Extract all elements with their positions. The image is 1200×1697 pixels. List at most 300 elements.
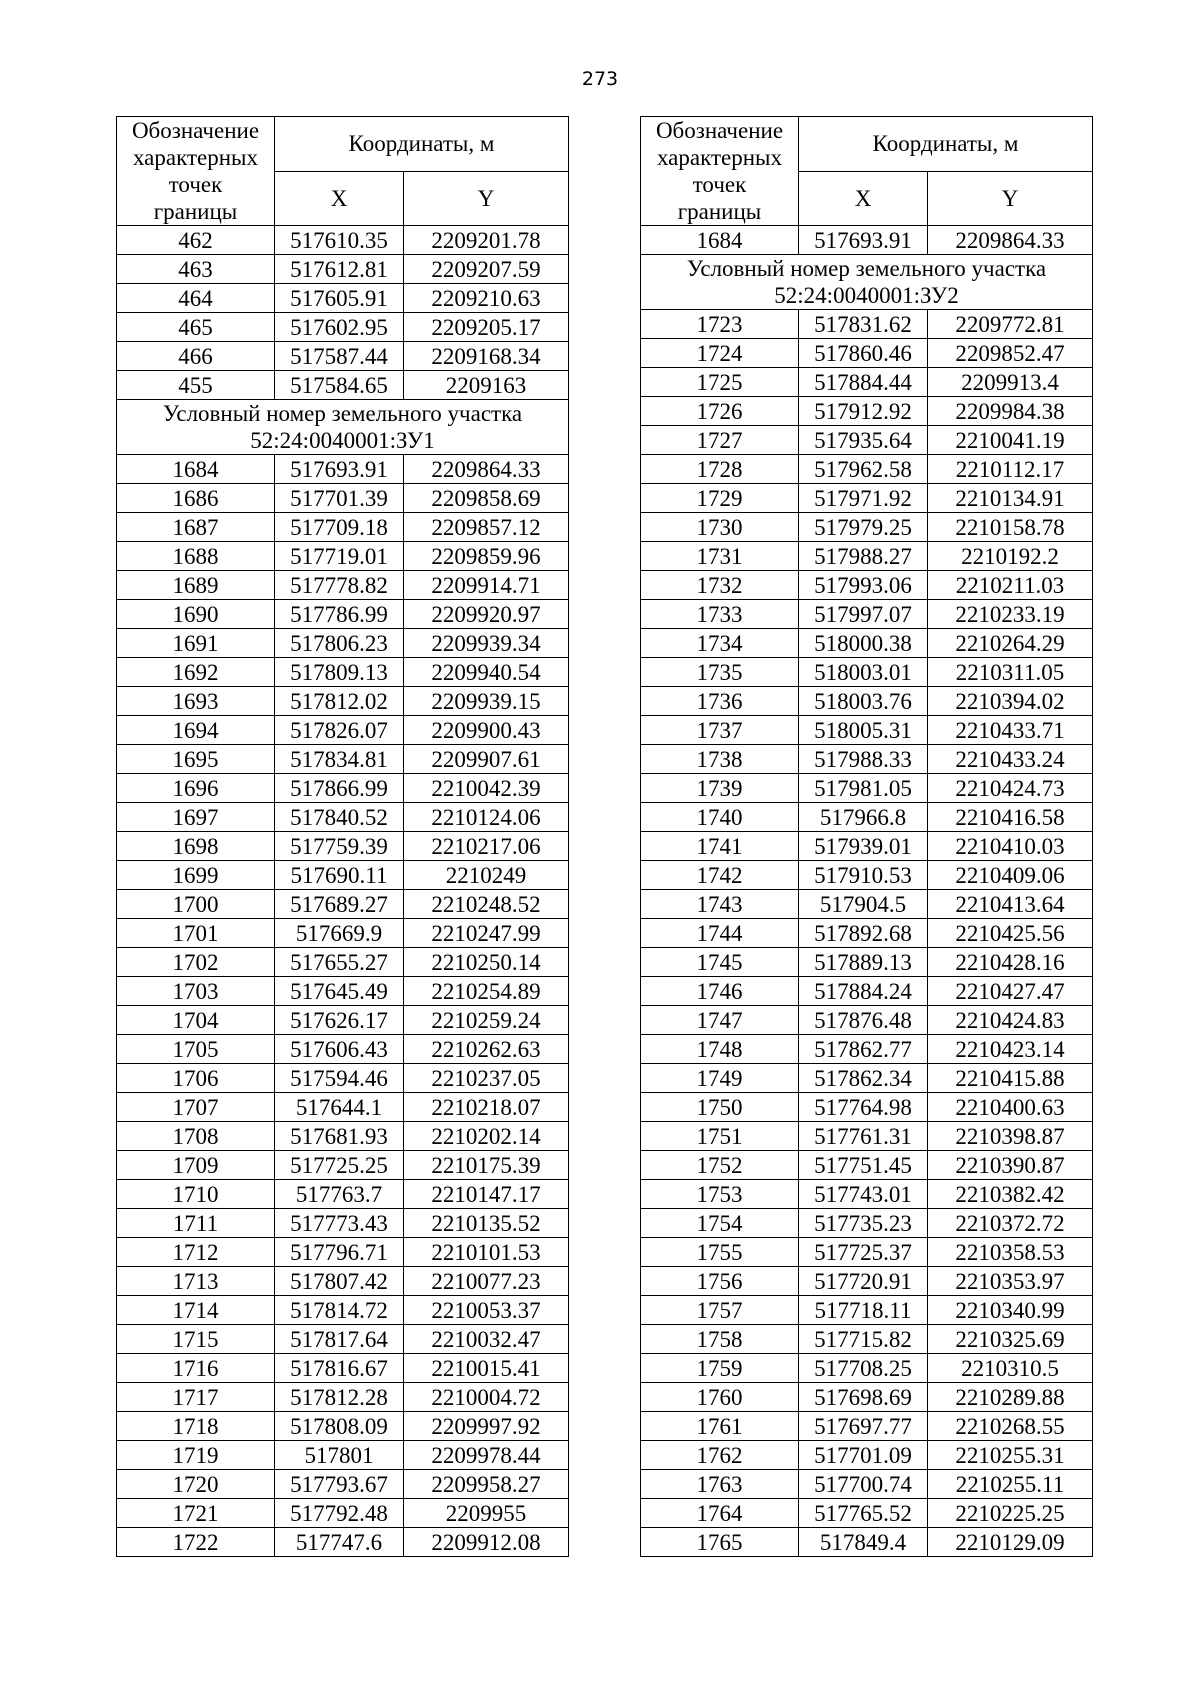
table-row (117, 255, 569, 284)
x-coordinate-cell: 517698.69 (799, 1383, 928, 1412)
table-row (641, 1006, 1093, 1035)
table-row (117, 774, 569, 803)
x-coordinate-cell: 517889.13 (799, 948, 928, 977)
x-coordinate-cell: 517862.34 (799, 1064, 928, 1093)
point-number-cell: 1739 (641, 774, 799, 803)
y-coordinate-cell: 2210101.53 (404, 1238, 569, 1267)
parcel-section-heading (117, 400, 569, 455)
point-number-cell: 1703 (117, 977, 275, 1006)
x-coordinate-cell: 517979.25 (799, 513, 928, 542)
x-coordinate-cell: 517814.72 (275, 1296, 404, 1325)
x-coordinate-cell: 518005.31 (799, 716, 928, 745)
point-number-cell: 1721 (117, 1499, 275, 1528)
y-coordinate-cell: 2210423.14 (928, 1035, 1093, 1064)
y-coordinate-cell: 2210158.78 (928, 513, 1093, 542)
y-coordinate-cell: 2209939.34 (404, 629, 569, 658)
x-coordinate-cell: 517866.99 (275, 774, 404, 803)
y-coordinate-cell: 2209858.69 (404, 484, 569, 513)
x-coordinate-cell: 517669.9 (275, 919, 404, 948)
y-coordinate-cell: 2209859.96 (404, 542, 569, 571)
table-row (641, 745, 1093, 774)
y-coordinate-cell: 2210124.06 (404, 803, 569, 832)
table-row (117, 745, 569, 774)
point-number-cell: 1693 (117, 687, 275, 716)
point-number-cell: 1694 (117, 716, 275, 745)
x-coordinate-cell: 517966.8 (799, 803, 928, 832)
x-coordinate-cell: 517587.44 (275, 342, 404, 371)
coordinates-header: Координаты, м (799, 117, 1093, 172)
point-number-cell: 1705 (117, 1035, 275, 1064)
table-row (641, 513, 1093, 542)
table-row (641, 455, 1093, 484)
point-number-cell: 1756 (641, 1267, 799, 1296)
table-row (117, 919, 569, 948)
point-number-cell: 1689 (117, 571, 275, 600)
point-number-cell: 1742 (641, 861, 799, 890)
table-row (117, 832, 569, 861)
x-coordinate-cell: 517602.95 (275, 313, 404, 342)
point-number-cell: 1719 (117, 1441, 275, 1470)
y-coordinate-cell: 2209955 (404, 1499, 569, 1528)
table-row (117, 484, 569, 513)
y-coordinate-cell: 2210042.39 (404, 774, 569, 803)
x-coordinate-cell: 517690.11 (275, 861, 404, 890)
table-row (117, 1209, 569, 1238)
x-coordinate-cell: 517681.93 (275, 1122, 404, 1151)
point-number-cell: 1706 (117, 1064, 275, 1093)
table-row (641, 542, 1093, 571)
header-line: характерных (656, 145, 782, 170)
y-coordinate-cell: 2210192.2 (928, 542, 1093, 571)
y-coordinate-cell: 2210398.87 (928, 1122, 1093, 1151)
x-coordinate-cell: 517610.35 (275, 226, 404, 255)
x-coordinate-cell: 517612.81 (275, 255, 404, 284)
x-coordinate-cell: 517812.02 (275, 687, 404, 716)
y-coordinate-cell: 2210353.97 (928, 1267, 1093, 1296)
y-coordinate-cell: 2210425.56 (928, 919, 1093, 948)
point-number-cell: 1726 (641, 397, 799, 426)
x-coordinate-cell: 517689.27 (275, 890, 404, 919)
table-row (117, 629, 569, 658)
x-coordinate-cell: 517761.31 (799, 1122, 928, 1151)
table-row (117, 513, 569, 542)
table-row (641, 1151, 1093, 1180)
y-coordinate-cell: 2210247.99 (404, 919, 569, 948)
table-row (641, 1035, 1093, 1064)
point-number-cell: 1746 (641, 977, 799, 1006)
y-coordinate-cell: 2210218.07 (404, 1093, 569, 1122)
x-coordinate-cell: 517655.27 (275, 948, 404, 977)
table-row (117, 226, 569, 255)
parcel-section-heading (641, 255, 1093, 310)
point-number-cell: 1757 (641, 1296, 799, 1325)
point-number-cell: 1755 (641, 1238, 799, 1267)
y-coordinate-cell: 2209914.71 (404, 571, 569, 600)
y-coordinate-cell: 2210413.64 (928, 890, 1093, 919)
table-row (117, 371, 569, 400)
y-coordinate-cell: 2210250.14 (404, 948, 569, 977)
point-designation-header (117, 117, 275, 226)
x-coordinate-cell: 517910.53 (799, 861, 928, 890)
y-coordinate-cell: 2209201.78 (404, 226, 569, 255)
x-coordinate-cell: 517806.23 (275, 629, 404, 658)
table-row (117, 1151, 569, 1180)
point-number-cell: 1741 (641, 832, 799, 861)
x-coordinate-cell: 517807.42 (275, 1267, 404, 1296)
point-number-cell: 1707 (117, 1093, 275, 1122)
x-coordinate-cell: 517743.01 (799, 1180, 928, 1209)
y-coordinate-cell: 2210041.19 (928, 426, 1093, 455)
table-row (641, 368, 1093, 397)
table-row (641, 1528, 1093, 1557)
header-line: точек (692, 172, 747, 197)
table-row (641, 803, 1093, 832)
point-number-cell: 465 (117, 313, 275, 342)
table-row (641, 397, 1093, 426)
table-row (641, 1064, 1093, 1093)
y-coordinate-cell: 2209997.92 (404, 1412, 569, 1441)
section-title: Условный номер земельного участка (686, 256, 1047, 281)
y-coordinate-cell: 2210390.87 (928, 1151, 1093, 1180)
y-coordinate-cell: 2210433.24 (928, 745, 1093, 774)
point-designation-header (641, 117, 799, 226)
point-number-cell: 1750 (641, 1093, 799, 1122)
y-coordinate-cell: 2210225.25 (928, 1499, 1093, 1528)
y-coordinate-cell: 2210415.88 (928, 1064, 1093, 1093)
y-coordinate-cell: 2210211.03 (928, 571, 1093, 600)
table-row (117, 1325, 569, 1354)
table-row (641, 1238, 1093, 1267)
point-number-cell: 463 (117, 255, 275, 284)
table-row (117, 342, 569, 371)
point-number-cell: 1710 (117, 1180, 275, 1209)
y-coordinate-cell: 2209939.15 (404, 687, 569, 716)
y-coordinate-cell: 2210340.99 (928, 1296, 1093, 1325)
point-number-cell: 1700 (117, 890, 275, 919)
table-row (117, 1499, 569, 1528)
table-row (117, 977, 569, 1006)
table-row (117, 803, 569, 832)
cadastral-number: 52:24:0040001:ЗУ1 (250, 428, 435, 453)
x-coordinate-cell: 517849.4 (799, 1528, 928, 1557)
table-row (641, 629, 1093, 658)
header-line: характерных (132, 145, 258, 170)
header-line: Обозначение (131, 118, 260, 143)
y-coordinate-cell: 2210147.17 (404, 1180, 569, 1209)
table-row (117, 861, 569, 890)
point-number-cell: 1736 (641, 687, 799, 716)
table-row (117, 1528, 569, 1557)
table-row (641, 774, 1093, 803)
y-coordinate-cell: 2210424.83 (928, 1006, 1093, 1035)
table-row (117, 890, 569, 919)
y-coordinate-cell: 2210311.05 (928, 658, 1093, 687)
y-coordinate-cell: 2209978.44 (404, 1441, 569, 1470)
x-coordinate-cell: 517892.68 (799, 919, 928, 948)
table-row (641, 339, 1093, 368)
x-coordinate-cell: 517764.98 (799, 1093, 928, 1122)
y-coordinate-cell: 2210053.37 (404, 1296, 569, 1325)
point-number-cell: 1724 (641, 339, 799, 368)
page-number: 273 (581, 68, 619, 90)
y-coordinate-cell: 2210409.06 (928, 861, 1093, 890)
point-number-cell: 1698 (117, 832, 275, 861)
point-number-cell: 1733 (641, 600, 799, 629)
table-row (117, 1180, 569, 1209)
point-number-cell: 1758 (641, 1325, 799, 1354)
point-number-cell: 1696 (117, 774, 275, 803)
y-coordinate-cell: 2209900.43 (404, 716, 569, 745)
table-row (641, 977, 1093, 1006)
y-coordinate-cell: 2209912.08 (404, 1528, 569, 1557)
x-coordinate-cell: 517817.64 (275, 1325, 404, 1354)
y-header: Y (928, 171, 1093, 226)
x-coordinate-cell: 517725.25 (275, 1151, 404, 1180)
x-coordinate-cell: 517988.33 (799, 745, 928, 774)
y-coordinate-cell: 2210428.16 (928, 948, 1093, 977)
x-coordinate-cell: 517605.91 (275, 284, 404, 313)
point-number-cell: 1749 (641, 1064, 799, 1093)
x-coordinate-cell: 517962.58 (799, 455, 928, 484)
point-number-cell: 1704 (117, 1006, 275, 1035)
x-coordinate-cell: 517708.25 (799, 1354, 928, 1383)
point-number-cell: 462 (117, 226, 275, 255)
point-number-cell: 1734 (641, 629, 799, 658)
table-row (117, 1383, 569, 1412)
y-coordinate-cell: 2210015.41 (404, 1354, 569, 1383)
table-row (117, 600, 569, 629)
x-coordinate-cell: 517912.92 (799, 397, 928, 426)
x-coordinate-cell: 518003.01 (799, 658, 928, 687)
y-coordinate-cell: 2209772.81 (928, 310, 1093, 339)
y-coordinate-cell: 2210129.09 (928, 1528, 1093, 1557)
coordinates-table-left (116, 116, 569, 1557)
table-row (641, 948, 1093, 977)
point-number-cell: 1752 (641, 1151, 799, 1180)
y-coordinate-cell: 2210372.72 (928, 1209, 1093, 1238)
table-row (641, 310, 1093, 339)
point-number-cell: 1735 (641, 658, 799, 687)
x-coordinate-cell: 517801 (275, 1441, 404, 1470)
x-coordinate-cell: 517993.06 (799, 571, 928, 600)
x-coordinate-cell: 517735.23 (799, 1209, 928, 1238)
table-row (117, 1470, 569, 1499)
x-coordinate-cell: 517759.39 (275, 832, 404, 861)
table-row (641, 1267, 1093, 1296)
cadastral-number: 52:24:0040001:ЗУ2 (774, 283, 959, 308)
x-coordinate-cell: 517860.46 (799, 339, 928, 368)
x-coordinate-cell: 517884.24 (799, 977, 928, 1006)
x-coordinate-cell: 517701.09 (799, 1441, 928, 1470)
x-header: X (275, 171, 404, 226)
point-number-cell: 1743 (641, 890, 799, 919)
table-row (641, 1296, 1093, 1325)
y-coordinate-cell: 2210433.71 (928, 716, 1093, 745)
point-number-cell: 1727 (641, 426, 799, 455)
header-line: границы (153, 199, 238, 224)
left-table-body (117, 226, 569, 1557)
point-number-cell: 464 (117, 284, 275, 313)
x-coordinate-cell: 517763.7 (275, 1180, 404, 1209)
point-number-cell: 1725 (641, 368, 799, 397)
x-coordinate-cell: 517697.77 (799, 1412, 928, 1441)
x-coordinate-cell: 517997.07 (799, 600, 928, 629)
x-coordinate-cell: 517840.52 (275, 803, 404, 832)
table-row (641, 226, 1093, 255)
point-number-cell: 1737 (641, 716, 799, 745)
x-coordinate-cell: 517747.6 (275, 1528, 404, 1557)
x-coordinate-cell: 517939.01 (799, 832, 928, 861)
y-coordinate-cell: 2210382.42 (928, 1180, 1093, 1209)
table-row (641, 716, 1093, 745)
point-number-cell: 1701 (117, 919, 275, 948)
y-coordinate-cell: 2210254.89 (404, 977, 569, 1006)
table-row (641, 1093, 1093, 1122)
x-coordinate-cell: 517981.05 (799, 774, 928, 803)
table-row (117, 716, 569, 745)
table-row (117, 571, 569, 600)
table-row (641, 890, 1093, 919)
table-row (117, 1093, 569, 1122)
table-row (641, 1325, 1093, 1354)
y-coordinate-cell: 2209163 (404, 371, 569, 400)
table-row (641, 1412, 1093, 1441)
table-row (117, 1267, 569, 1296)
y-coordinate-cell: 2210410.03 (928, 832, 1093, 861)
header-line: точек (168, 172, 223, 197)
x-coordinate-cell: 517812.28 (275, 1383, 404, 1412)
table-row (641, 687, 1093, 716)
point-number-cell: 1738 (641, 745, 799, 774)
x-coordinate-cell: 517645.49 (275, 977, 404, 1006)
y-coordinate-cell: 2209207.59 (404, 255, 569, 284)
table-row (117, 1296, 569, 1325)
point-number-cell: 1754 (641, 1209, 799, 1238)
y-coordinate-cell: 2210427.47 (928, 977, 1093, 1006)
y-coordinate-cell: 2209864.33 (928, 226, 1093, 255)
point-number-cell: 1753 (641, 1180, 799, 1209)
table-row (641, 571, 1093, 600)
table-row (641, 861, 1093, 890)
y-coordinate-cell: 2210135.52 (404, 1209, 569, 1238)
header-line: границы (677, 199, 762, 224)
point-number-cell: 1764 (641, 1499, 799, 1528)
y-coordinate-cell: 2210310.5 (928, 1354, 1093, 1383)
point-number-cell: 1690 (117, 600, 275, 629)
x-coordinate-cell: 517808.09 (275, 1412, 404, 1441)
point-number-cell: 1691 (117, 629, 275, 658)
point-number-cell: 1688 (117, 542, 275, 571)
y-coordinate-cell: 2209168.34 (404, 342, 569, 371)
y-coordinate-cell: 2209940.54 (404, 658, 569, 687)
y-coordinate-cell: 2210032.47 (404, 1325, 569, 1354)
y-coordinate-cell: 2210416.58 (928, 803, 1093, 832)
point-number-cell: 1720 (117, 1470, 275, 1499)
point-number-cell: 1712 (117, 1238, 275, 1267)
table-row (117, 1354, 569, 1383)
x-coordinate-cell: 517701.39 (275, 484, 404, 513)
point-number-cell: 1751 (641, 1122, 799, 1151)
point-number-cell: 1684 (641, 226, 799, 255)
y-coordinate-cell: 2210424.73 (928, 774, 1093, 803)
x-coordinate-cell: 517751.45 (799, 1151, 928, 1180)
point-number-cell: 1697 (117, 803, 275, 832)
point-number-cell: 1711 (117, 1209, 275, 1238)
point-number-cell: 1702 (117, 948, 275, 977)
x-coordinate-cell: 517719.01 (275, 542, 404, 571)
point-number-cell: 1686 (117, 484, 275, 513)
x-coordinate-cell: 517876.48 (799, 1006, 928, 1035)
table-row (117, 1238, 569, 1267)
x-coordinate-cell: 517796.71 (275, 1238, 404, 1267)
point-number-cell: 1760 (641, 1383, 799, 1412)
table-row (641, 1122, 1093, 1151)
x-coordinate-cell: 517700.74 (799, 1470, 928, 1499)
point-number-cell: 1699 (117, 861, 275, 890)
point-number-cell: 1747 (641, 1006, 799, 1035)
x-coordinate-cell: 517793.67 (275, 1470, 404, 1499)
section-row (641, 255, 1093, 310)
point-number-cell: 1714 (117, 1296, 275, 1325)
y-coordinate-cell: 2210394.02 (928, 687, 1093, 716)
point-number-cell: 1723 (641, 310, 799, 339)
table-row (117, 1064, 569, 1093)
y-coordinate-cell: 2209920.97 (404, 600, 569, 629)
table-row (117, 658, 569, 687)
x-coordinate-cell: 517834.81 (275, 745, 404, 774)
y-coordinate-cell: 2210262.63 (404, 1035, 569, 1064)
y-coordinate-cell: 2209210.63 (404, 284, 569, 313)
x-coordinate-cell: 517594.46 (275, 1064, 404, 1093)
table-row (117, 542, 569, 571)
point-number-cell: 1763 (641, 1470, 799, 1499)
x-coordinate-cell: 517988.27 (799, 542, 928, 571)
table-row (117, 1412, 569, 1441)
y-coordinate-cell: 2210237.05 (404, 1064, 569, 1093)
table-row (641, 1499, 1093, 1528)
header-line: Обозначение (655, 118, 784, 143)
x-coordinate-cell: 517606.43 (275, 1035, 404, 1064)
point-number-cell: 1708 (117, 1122, 275, 1151)
y-coordinate-cell: 2209205.17 (404, 313, 569, 342)
table-row (641, 832, 1093, 861)
point-number-cell: 1761 (641, 1412, 799, 1441)
x-coordinate-cell: 517725.37 (799, 1238, 928, 1267)
point-number-cell: 466 (117, 342, 275, 371)
x-header: X (799, 171, 928, 226)
y-coordinate-cell: 2210217.06 (404, 832, 569, 861)
point-number-cell: 1744 (641, 919, 799, 948)
table-row (117, 313, 569, 342)
y-coordinate-cell: 2210259.24 (404, 1006, 569, 1035)
point-number-cell: 1732 (641, 571, 799, 600)
point-number-cell: 1722 (117, 1528, 275, 1557)
y-coordinate-cell: 2210249 (404, 861, 569, 890)
table-row (117, 687, 569, 716)
point-number-cell: 1740 (641, 803, 799, 832)
y-coordinate-cell: 2210255.11 (928, 1470, 1093, 1499)
section-row (117, 400, 569, 455)
point-number-cell: 1692 (117, 658, 275, 687)
y-coordinate-cell: 2210134.91 (928, 484, 1093, 513)
y-coordinate-cell: 2210400.63 (928, 1093, 1093, 1122)
point-number-cell: 1715 (117, 1325, 275, 1354)
y-coordinate-cell: 2209913.4 (928, 368, 1093, 397)
x-coordinate-cell: 517826.07 (275, 716, 404, 745)
x-coordinate-cell: 517720.91 (799, 1267, 928, 1296)
coordinates-header: Координаты, м (275, 117, 569, 172)
table-row (117, 1006, 569, 1035)
